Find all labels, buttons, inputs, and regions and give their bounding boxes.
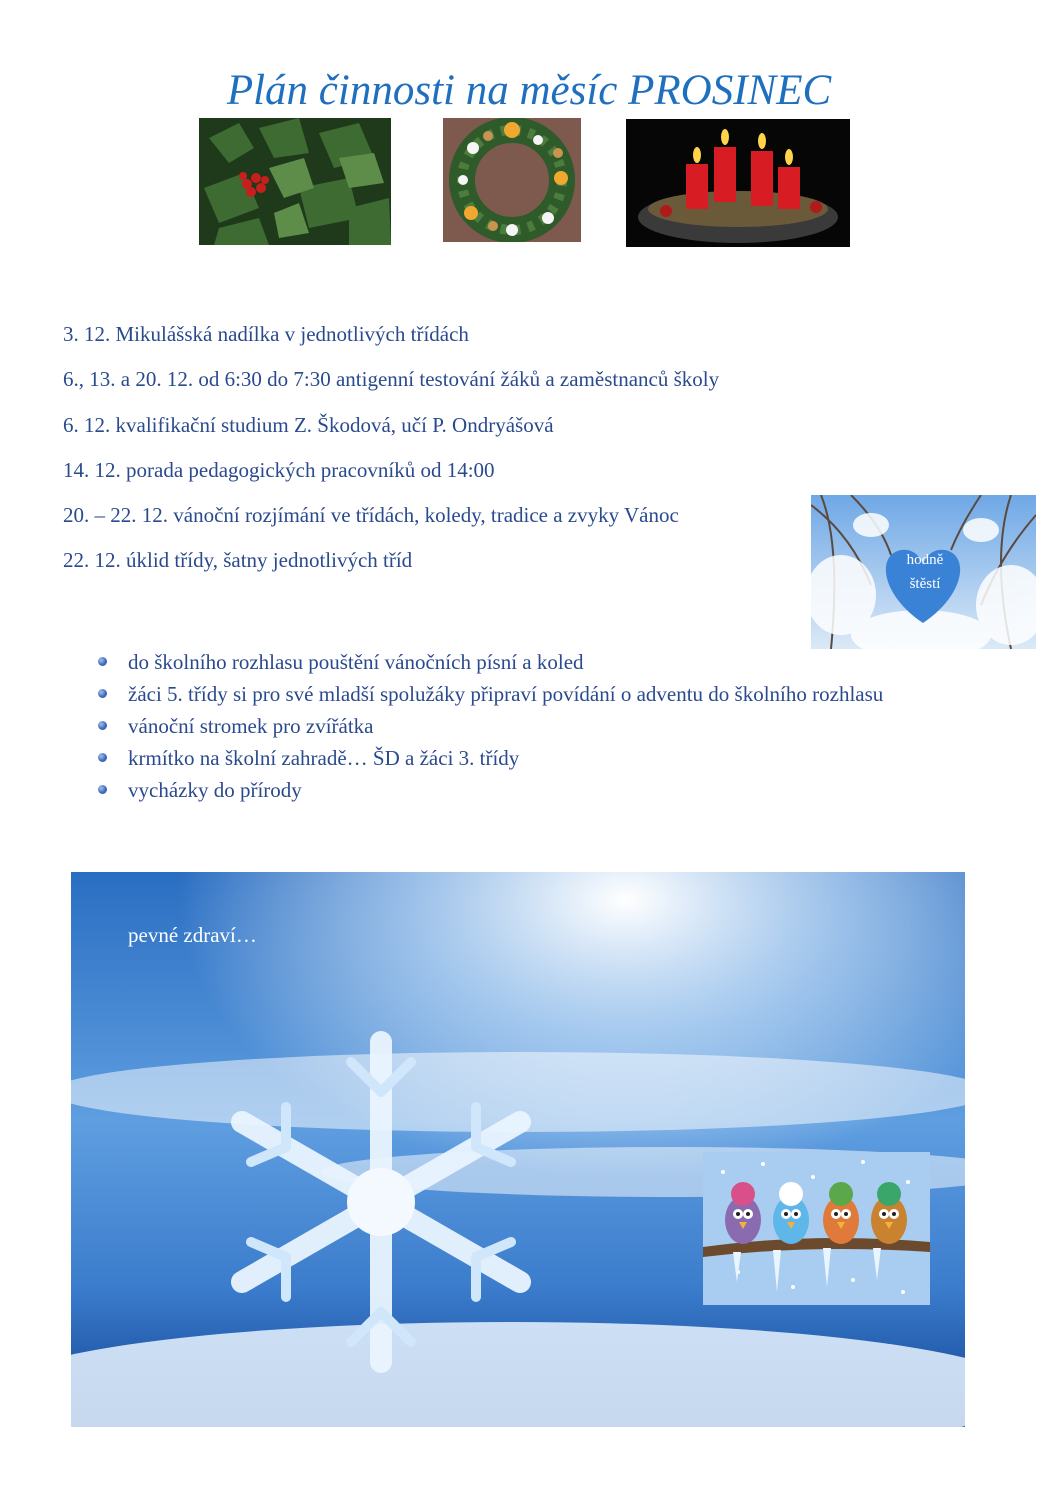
event-line: 6. 12. kvalifikační studium Z. Škodová, učí P. Ondryášová — [63, 413, 554, 437]
bullet-icon — [98, 689, 107, 698]
advent-candles-photo — [626, 119, 850, 247]
list-item-text: do školního rozhlasu pouštění vánočních písní a koled — [128, 650, 584, 674]
bullet-icon — [98, 753, 107, 762]
bullet-icon — [98, 657, 107, 666]
cartoon-birds-photo — [703, 1152, 930, 1305]
snow-image-caption: pevné zdraví… — [128, 923, 257, 947]
activity-list — [96, 646, 976, 806]
list-item — [96, 646, 976, 678]
page-title: Plán činnosti na měsíc PROSINEC — [226, 67, 832, 114]
list-item-text: vycházky do přírody — [128, 778, 302, 802]
list-item — [96, 774, 976, 806]
event-line: 6., 13. a 20. 12. od 6:30 do 7:30 antigenní testování žáků a zaměstnanců školy — [63, 367, 720, 391]
bullet-icon — [98, 785, 107, 794]
list-item-text: žáci 5. třídy si pro své mladší spolužáky připraví povídání o adventu do školního rozhlasu — [128, 682, 884, 706]
advent-wreath-photo — [443, 118, 581, 242]
frost-image-caption — [870, 548, 980, 596]
list-item-text: krmítko na školní zahradě… ŠD a žáci 3. třídy — [128, 746, 520, 770]
event-line: 3. 12. Mikulášská nadílka v jednotlivých třídách — [63, 322, 469, 346]
holly-photo — [199, 118, 391, 245]
list-item — [96, 710, 976, 742]
list-item-text: vánoční stromek pro zvířátka — [128, 714, 374, 738]
bullet-icon — [98, 721, 107, 730]
event-line: 14. 12. porada pedagogických pracovníků od 14:00 — [63, 458, 495, 482]
snowflake-photo — [71, 872, 965, 1427]
frost-caption-line2: štěstí — [909, 576, 941, 592]
frost-caption-line1: hodně — [906, 552, 944, 568]
list-item — [96, 678, 976, 710]
event-line: 20. – 22. 12. vánoční rozjímání ve třídách, koledy, tradice a zvyky Vánoc — [63, 503, 679, 527]
list-item — [96, 742, 976, 774]
event-line: 22. 12. úklid třídy, šatny jednotlivých tříd — [63, 548, 413, 572]
